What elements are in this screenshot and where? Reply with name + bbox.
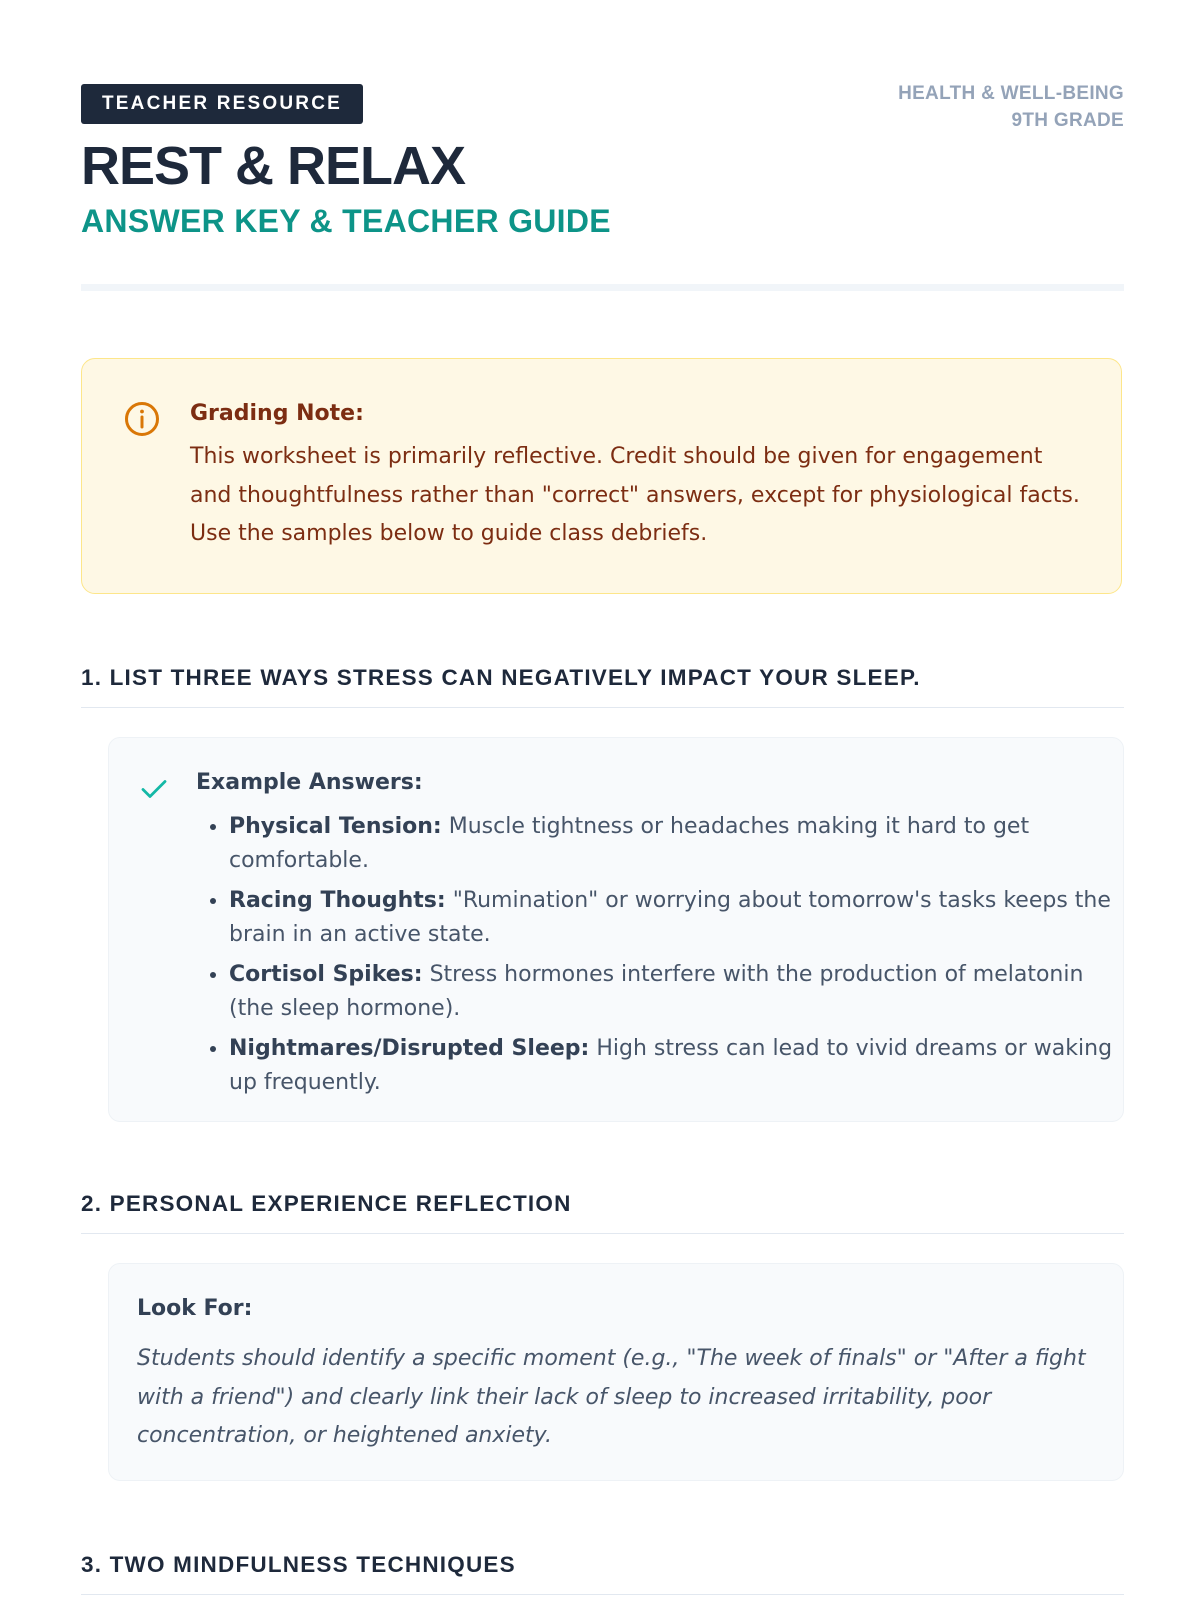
look-for-box (108, 1263, 1124, 1481)
list-item (229, 1032, 1129, 1100)
answer-text: High stress can lead to vivid dreams or waking up frequently. (229, 1036, 1113, 1095)
info-icon (124, 401, 160, 437)
look-for-body: Students should identify a specific moment (e.g., "The week of finals" or "After a fight with a friend") and clearly link their lack of sleep to increased irritability, poor concentration, or heightened anxiety. (137, 1346, 1086, 1448)
answer-text: Stress hormones interfere with the production of melatonin (the sleep hormone). (229, 962, 1084, 1021)
grading-note (81, 358, 1122, 594)
answer-term: Physical Tension: (229, 814, 442, 839)
answer-term: Racing Thoughts: (229, 888, 446, 913)
page-title: REST & RELAX (81, 136, 466, 196)
section-3-heading: 3. TWO MINDFULNESS TECHNIQUES (81, 1550, 1124, 1595)
example-answers-box (108, 737, 1124, 1122)
answer-key-page (81, 0, 1124, 1577)
page-header (81, 0, 1124, 292)
grading-note-body: This worksheet is primarily reflective. Credit should be given for engagement and thoughtfulness rather than "correct" answers, except for physiological facts. Use the samples below to guide class debriefs. (190, 444, 1080, 546)
answer-text: "Rumination" or worrying about tomorrow's tasks keeps the brain in an active state. (229, 888, 1111, 947)
answer-term: Nightmares/Disrupted Sleep: (229, 1036, 590, 1061)
course-grade: 9TH GRADE (1011, 110, 1124, 131)
example-answers-title: Example Answers: (196, 770, 423, 795)
look-for-title: Look For: (137, 1296, 253, 1321)
example-answers-list (199, 810, 1129, 1106)
course-meta (898, 80, 1124, 134)
list-item (229, 810, 1129, 878)
section-1-heading: 1. LIST THREE WAYS STRESS CAN NEGATIVELY IMPACT YOUR SLEEP. (81, 663, 1124, 708)
page-subtitle: ANSWER KEY & TEACHER GUIDE (81, 203, 611, 239)
section-2-heading: 2. PERSONAL EXPERIENCE REFLECTION (81, 1189, 1124, 1234)
answer-term: Cortisol Spikes: (229, 962, 423, 987)
header-divider (81, 284, 1124, 291)
course-subject: HEALTH & WELL-BEING (898, 83, 1124, 104)
list-item (229, 958, 1129, 1026)
answer-text: Muscle tightness or headaches making it hard to get comfortable. (229, 814, 1030, 873)
list-item (229, 884, 1129, 952)
check-icon (139, 774, 169, 804)
grading-note-title: Grading Note: (190, 401, 364, 426)
teacher-resource-badge: TEACHER RESOURCE (81, 84, 363, 124)
